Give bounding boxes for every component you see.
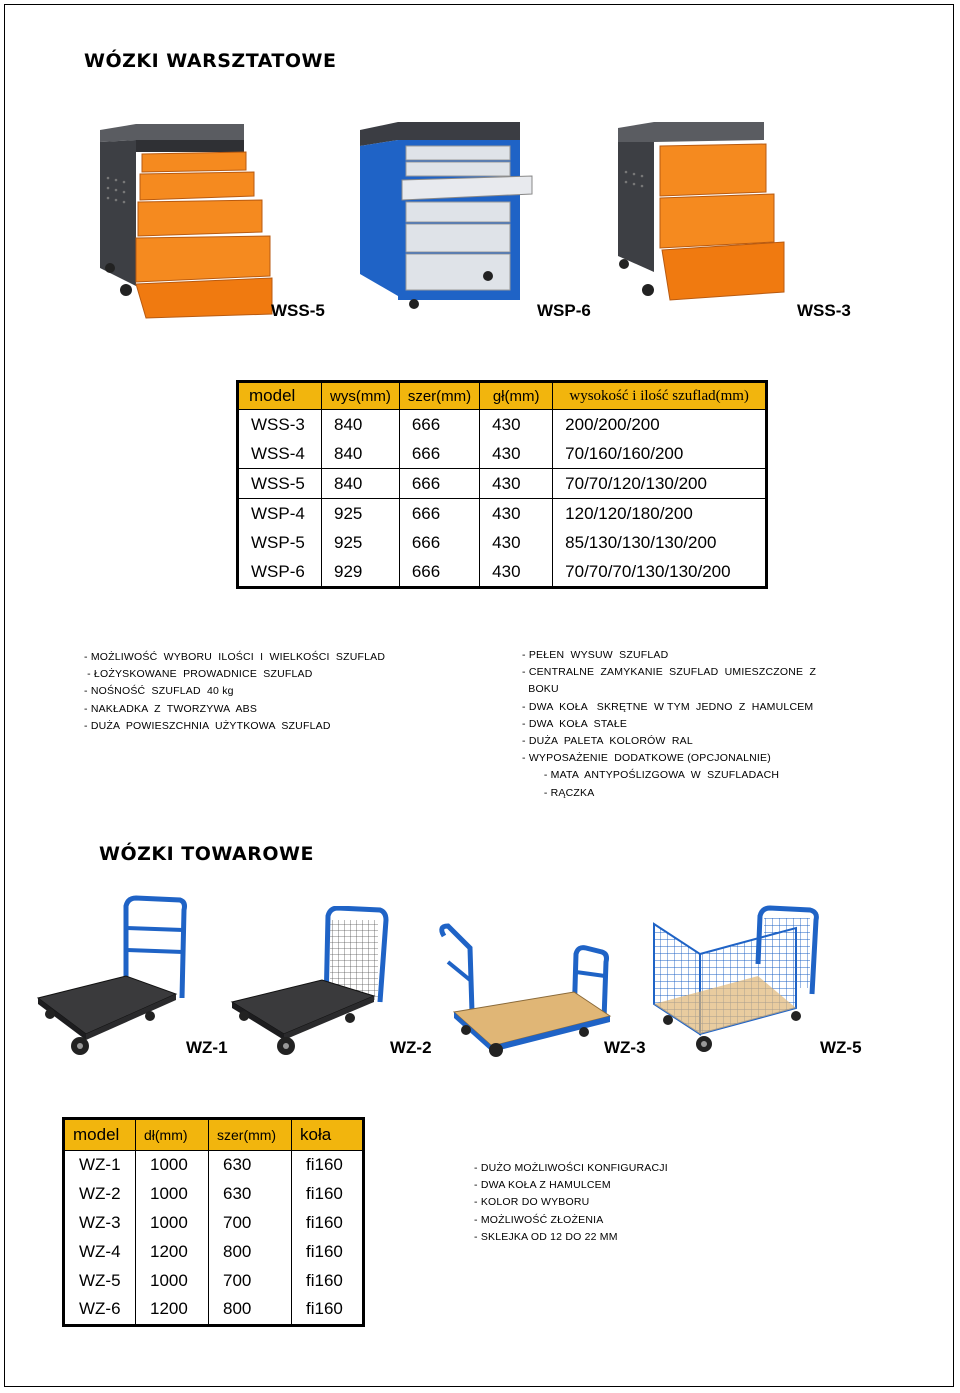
product-label-wz1: WZ-1 (186, 1038, 228, 1057)
product-label-wsp6: WSP-6 (537, 301, 591, 320)
table-row (64, 1151, 364, 1180)
product-label-wz3: WZ-3 (604, 1038, 646, 1057)
product-label-wss3: WSS-3 (797, 301, 851, 320)
cell-model: WZ-5 (64, 1266, 136, 1295)
cell-drawers: 85/130/130/130/200 (553, 528, 767, 557)
cell-height: 840 (322, 410, 400, 440)
cell-wheels: fi160 (292, 1180, 364, 1209)
cell-wheels: fi160 (292, 1266, 364, 1295)
feature-item: - DUŻO MOŻLIWOŚCI KONFIGURACJI (474, 1162, 668, 1174)
goods-trolley-table (62, 1117, 365, 1327)
table-row (238, 410, 767, 440)
product-label-wz5: WZ-5 (820, 1038, 862, 1057)
table-header-drawers: wysokość i ilość szuflad(mm) (553, 382, 767, 410)
cell-length: 1000 (136, 1151, 209, 1180)
feature-item: - DWA KOŁA STAŁE (522, 717, 628, 730)
feature-item: - CENTRALNE ZAMYKANIE SZUFLAD UMIESZCZONE Z (522, 666, 817, 679)
features-right (522, 647, 816, 802)
feature-item: - NOŚNOŚĆ SZUFLAD 40 kg (84, 685, 234, 698)
feature-item: - DWA KOŁA SKRĘTNE W TYM JEDNO Z HAMULCEM (522, 700, 814, 713)
cell-model: WZ-2 (64, 1180, 136, 1209)
feature-item: - RĄCZKA (522, 786, 595, 799)
cell-width: 666 (399, 410, 479, 440)
product-image-wz2 (230, 906, 390, 1056)
table-header-model: model (64, 1119, 136, 1151)
section-title-workshop: WÓZKI WARSZTATOWE (84, 50, 337, 72)
product-image-wz3 (434, 922, 614, 1058)
table-row (238, 528, 767, 557)
cell-width: 666 (399, 528, 479, 557)
cell-height: 925 (322, 499, 400, 529)
features-goods (474, 1160, 668, 1246)
table-row (64, 1180, 364, 1209)
cell-length: 1200 (136, 1295, 209, 1325)
cell-length: 1000 (136, 1266, 209, 1295)
cell-depth: 430 (480, 469, 553, 499)
product-image-wz1 (36, 894, 188, 1058)
product-image-wz5 (646, 904, 822, 1056)
product-image-wss3 (614, 116, 788, 304)
feature-item: - MATA ANTYPOŚLIZGOWA W SZUFLADACH (522, 769, 780, 782)
table-header-height: wys(mm) (322, 382, 400, 410)
cell-height: 925 (322, 528, 400, 557)
cell-drawers: 120/120/180/200 (553, 499, 767, 529)
cell-drawers: 70/70/120/130/200 (553, 469, 767, 499)
table-row (238, 469, 767, 499)
feature-item: - WYPOSAŻENIE DODATKOWE (OPCJONALNIE) (522, 752, 771, 765)
cell-depth: 430 (480, 528, 553, 557)
table-row (238, 499, 767, 529)
feature-item: - DUŻA POWIESZCHNIA UŻYTKOWA SZUFLAD (84, 719, 331, 732)
feature-item: - ŁOŻYSKOWANE PROWADNICE SZUFLAD (84, 668, 313, 681)
cell-height: 840 (322, 439, 400, 469)
table-header-length: dł(mm) (136, 1119, 209, 1151)
cell-width: 800 (209, 1295, 292, 1325)
product-image-wsp6 (358, 118, 534, 310)
cell-model: WSS-3 (238, 410, 322, 440)
cell-model: WSP-4 (238, 499, 322, 529)
features-left (84, 649, 385, 735)
cell-wheels: fi160 (292, 1209, 364, 1238)
cell-drawers: 200/200/200 (553, 410, 767, 440)
cell-model: WZ-1 (64, 1151, 136, 1180)
table-row (238, 557, 767, 588)
cell-model: WZ-4 (64, 1237, 136, 1266)
cell-width: 666 (399, 469, 479, 499)
cell-wheels: fi160 (292, 1151, 364, 1180)
table-row (238, 439, 767, 469)
product-image-wss5 (96, 118, 276, 320)
cell-model: WSS-5 (238, 469, 322, 499)
cell-width: 800 (209, 1237, 292, 1266)
cell-model: WZ-3 (64, 1209, 136, 1238)
table-header-depth: gł(mm) (480, 382, 553, 410)
product-label-wz2: WZ-2 (390, 1038, 432, 1057)
table-row (64, 1295, 364, 1325)
feature-item: - NAKŁADKA Z TWORZYWA ABS (84, 702, 258, 715)
cell-length: 1000 (136, 1209, 209, 1238)
cell-width: 700 (209, 1209, 292, 1238)
cell-length: 1200 (136, 1237, 209, 1266)
feature-item: BOKU (522, 683, 559, 696)
cell-wheels: fi160 (292, 1295, 364, 1325)
cell-depth: 430 (480, 439, 553, 469)
cell-width: 666 (399, 439, 479, 469)
cell-width: 630 (209, 1151, 292, 1180)
feature-item: - MOŻLIWOŚĆ ZŁOŻENIA (474, 1213, 604, 1226)
workshop-cart-table (236, 380, 768, 589)
cell-drawers: 70/160/160/200 (553, 439, 767, 469)
feature-item: - DWA KOŁA Z HAMULCEM (474, 1179, 611, 1192)
table-row (64, 1237, 364, 1266)
cell-width: 666 (399, 499, 479, 529)
cell-width: 700 (209, 1266, 292, 1295)
cell-length: 1000 (136, 1180, 209, 1209)
cell-wheels: fi160 (292, 1237, 364, 1266)
feature-item: - KOLOR DO WYBORU (474, 1196, 590, 1209)
cell-model: WSS-4 (238, 439, 322, 469)
feature-item: - DUŻA PALETA KOLORÓW RAL (522, 735, 693, 748)
table-header-width: szer(mm) (209, 1119, 292, 1151)
cell-depth: 430 (480, 557, 553, 588)
cell-width: 630 (209, 1180, 292, 1209)
cell-height: 929 (322, 557, 400, 588)
cell-model: WZ-6 (64, 1295, 136, 1325)
table-header-model: model (238, 382, 322, 410)
table-row (64, 1209, 364, 1238)
cell-height: 840 (322, 469, 400, 499)
section-title-goods: WÓZKI TOWAROWE (99, 843, 314, 865)
cell-model: WSP-5 (238, 528, 322, 557)
feature-item: - SKLEJKA OD 12 DO 22 MM (474, 1230, 618, 1243)
feature-item: - PEŁEN WYSUW SZUFLAD (522, 649, 669, 661)
cell-model: WSP-6 (238, 557, 322, 588)
table-row (64, 1266, 364, 1295)
cell-depth: 430 (480, 410, 553, 440)
cell-drawers: 70/70/70/130/130/200 (553, 557, 767, 588)
feature-item: - MOŻLIWOŚĆ WYBORU ILOŚCI I WIELKOŚCI SZUFLAD (84, 651, 386, 663)
product-label-wss5: WSS-5 (271, 301, 325, 320)
cell-depth: 430 (480, 499, 553, 529)
table-header-wheels: koła (292, 1119, 364, 1151)
cell-width: 666 (399, 557, 479, 588)
table-header-width: szer(mm) (399, 382, 479, 410)
